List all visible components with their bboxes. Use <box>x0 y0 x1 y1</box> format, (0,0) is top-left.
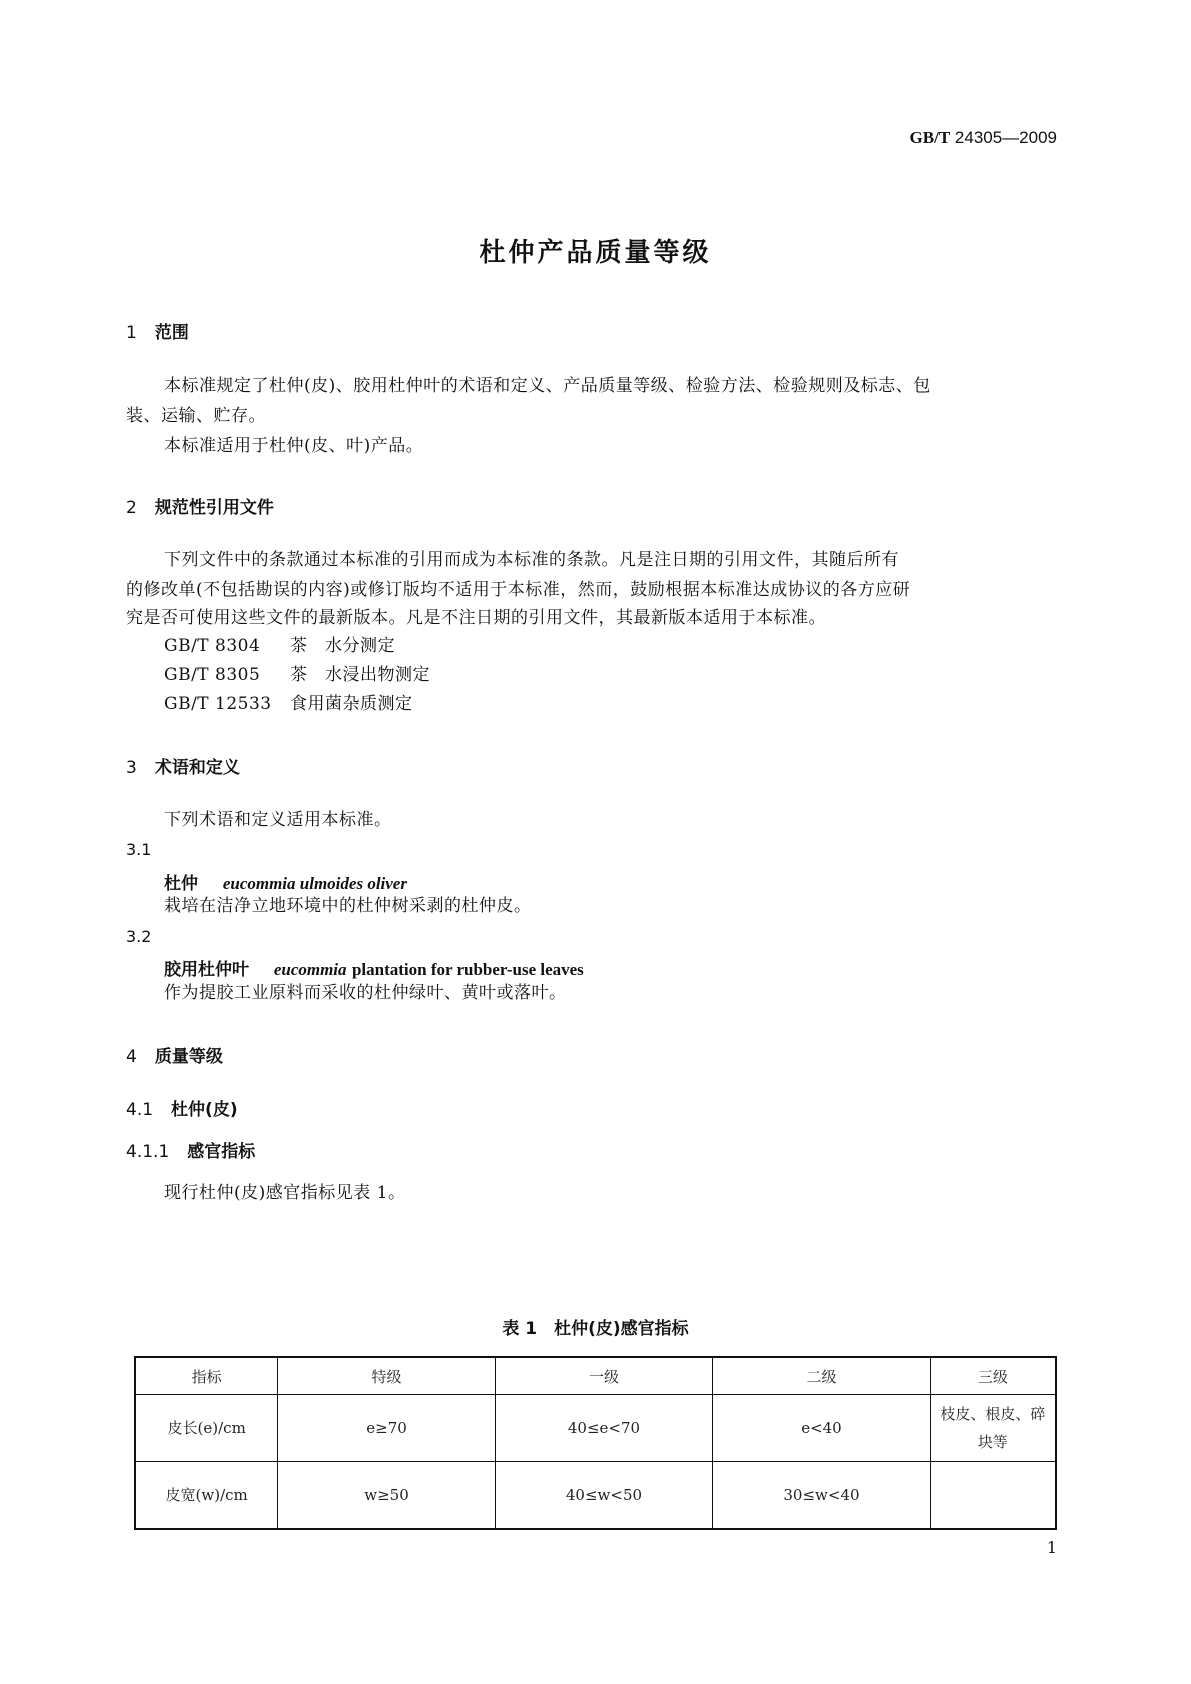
section-number: 4 <box>126 1047 137 1067</box>
paragraph: 装、运输、贮存。 <box>126 406 266 426</box>
subsection-4-1-heading <box>126 1095 238 1120</box>
term-english: plantation for rubber-use leaves <box>351 960 584 979</box>
section-2-heading <box>126 493 274 518</box>
sensory-index-table <box>134 1356 1057 1530</box>
standard-code <box>910 128 1057 148</box>
section-number: 1 <box>126 323 137 343</box>
table-header-cell: 二级 <box>713 1357 931 1395</box>
term-number: 3.1 <box>126 840 152 859</box>
table-caption: 表 1 杜仲(皮)感官指标 <box>502 1319 689 1339</box>
table-cell: e<40 <box>713 1395 931 1462</box>
section-title: 感官指标 <box>187 1142 256 1162</box>
table-header-cell: 三级 <box>930 1357 1056 1395</box>
table-header-row <box>135 1357 1056 1395</box>
reference-item <box>164 631 395 661</box>
table-cell <box>930 1462 1056 1530</box>
reference-code: GB/T 12533 <box>164 694 272 714</box>
document-title: 杜仲产品质量等级 <box>479 238 712 268</box>
term-english-italic: eucommia ulmoides oliver <box>222 874 407 893</box>
table-cell: e≥70 <box>278 1395 495 1462</box>
section-4-heading <box>126 1042 223 1067</box>
subsection-4-1-1-heading <box>126 1137 255 1162</box>
table-row <box>135 1462 1056 1530</box>
table-cell: 40≤w<50 <box>495 1462 713 1530</box>
term-english-italic: eucommia <box>273 960 347 979</box>
table-row <box>135 1395 1056 1462</box>
table-header-cell: 一级 <box>495 1357 713 1395</box>
section-number: 4.1 <box>126 1100 154 1120</box>
page-number: 1 <box>1046 1538 1057 1557</box>
table-cell: w≥50 <box>278 1462 495 1530</box>
section-number: 3 <box>126 758 137 778</box>
term-definition: 作为提胶工业原料而采收的杜仲绿叶、黄叶或落叶。 <box>164 983 567 1003</box>
term-definition: 栽培在洁净立地环境中的杜仲树采剥的杜仲皮。 <box>164 896 532 916</box>
paragraph: 本标准适用于杜仲(皮、叶)产品。 <box>164 436 424 456</box>
section-1-heading <box>126 318 189 343</box>
term-chinese: 胶用杜仲叶 <box>164 960 249 980</box>
standard-number: 24305—2009 <box>954 128 1057 147</box>
paragraph: 下列文件中的条款通过本标准的引用而成为本标准的条款。凡是注日期的引用文件，其随后所有 <box>164 550 899 570</box>
reference-title: 食用菌杂质测定 <box>290 694 413 714</box>
paragraph: 现行杜仲(皮)感官指标见表 1。 <box>164 1183 406 1203</box>
section-title: 杜仲(皮) <box>171 1100 238 1120</box>
table-cell: 30≤w<40 <box>713 1462 931 1530</box>
section-number: 4.1.1 <box>126 1142 170 1162</box>
paragraph: 本标准规定了杜仲(皮)、胶用杜仲叶的术语和定义、产品质量等级、检验方法、检验规则及标志、包 <box>164 376 931 396</box>
reference-title: 茶 水浸出物测定 <box>290 665 430 685</box>
paragraph: 下列术语和定义适用本标准。 <box>164 810 392 830</box>
table-cell: 枝皮、根皮、碎块等 <box>930 1395 1056 1462</box>
table-header-cell: 特级 <box>278 1357 495 1395</box>
table-cell-label: 皮长(e)/cm <box>135 1395 278 1462</box>
section-title: 质量等级 <box>154 1047 223 1067</box>
reference-item <box>164 660 430 690</box>
section-title: 术语和定义 <box>154 758 240 778</box>
term-entry <box>164 955 584 980</box>
section-title: 规范性引用文件 <box>154 498 274 518</box>
paragraph: 的修改单(不包括勘误的内容)或修订版均不适用于本标准，然而，鼓励根据本标准达成协议的各方应研 <box>126 580 911 600</box>
standard-prefix: GB/T <box>909 128 951 147</box>
term-chinese: 杜仲 <box>164 874 198 894</box>
section-number: 2 <box>126 498 137 518</box>
section-title: 范围 <box>154 323 189 343</box>
reference-code: GB/T 8305 <box>164 665 261 685</box>
section-3-heading <box>126 753 240 778</box>
term-number: 3.2 <box>126 927 152 946</box>
table-header-cell: 指标 <box>135 1357 278 1395</box>
paragraph: 究是否可使用这些文件的最新版本。凡是不注日期的引用文件，其最新版本适用于本标准。 <box>126 608 826 628</box>
reference-title: 茶 水分测定 <box>290 636 395 656</box>
reference-item <box>164 689 413 719</box>
table-cell-label: 皮宽(w)/cm <box>135 1462 278 1530</box>
reference-code: GB/T 8304 <box>164 636 261 656</box>
table-cell: 40≤e<70 <box>495 1395 713 1462</box>
